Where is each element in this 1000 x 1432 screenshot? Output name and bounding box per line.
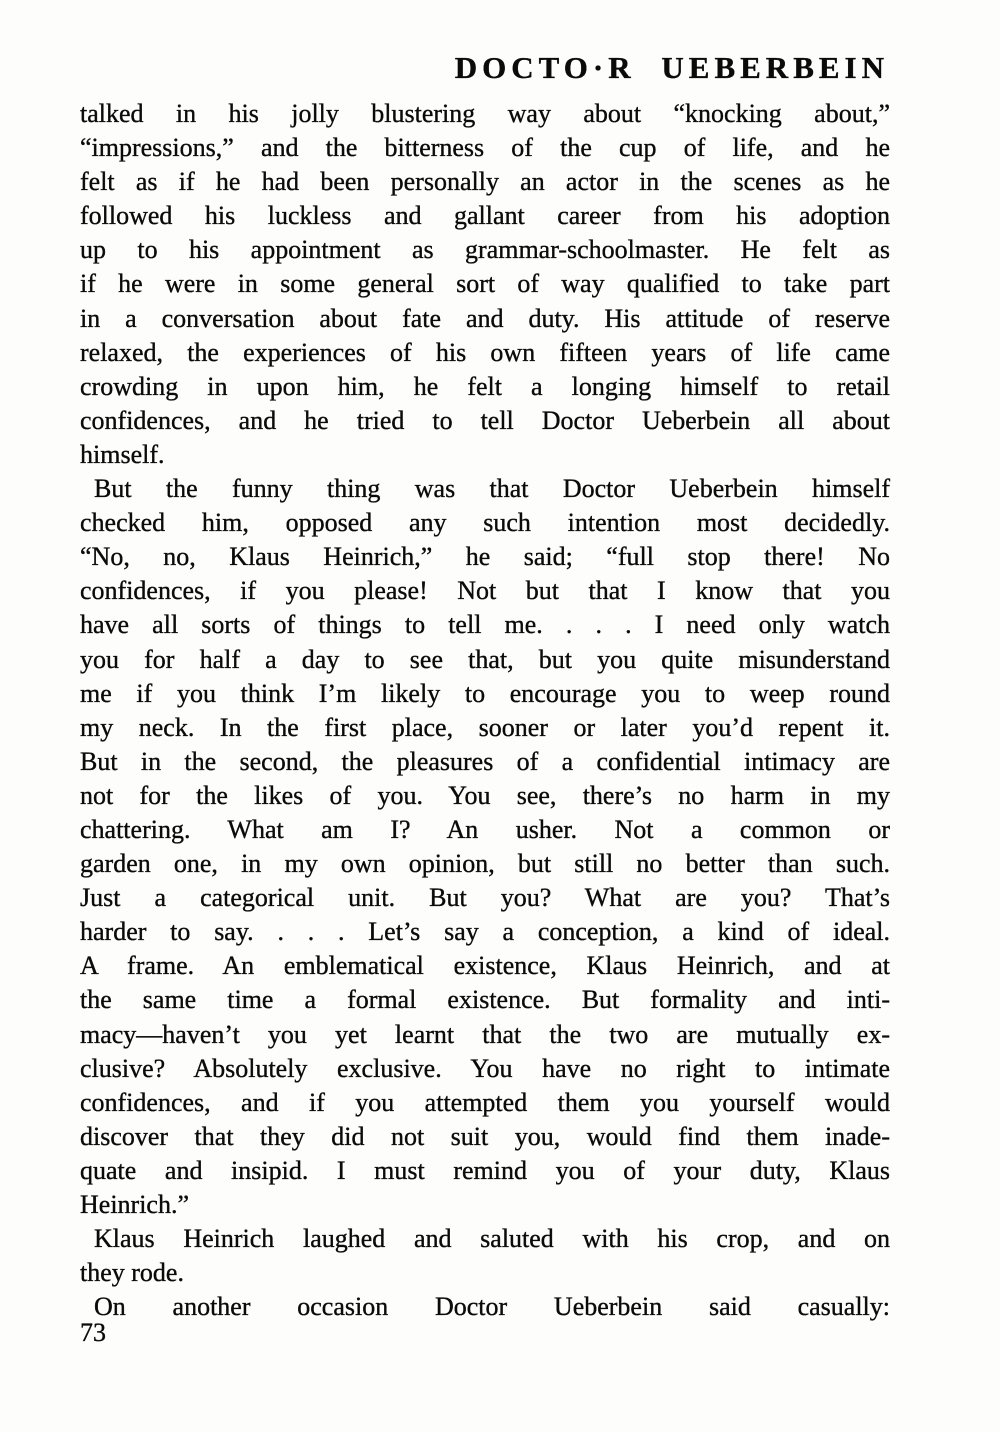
text-line: my neck. In the first place, sooner or later you’d repent it. [80,712,890,742]
text-line: checked him, opposed any such intention most decidedly. [80,508,890,538]
text-line: in a conversation about fate and duty. His attitude of reserve [80,303,890,333]
text-line: me if you think I’m likely to encourage you to weep round [80,678,890,708]
text-line: followed his luckless and gallant career from his adoption [80,201,890,231]
paragraph [80,97,890,472]
text-line: “impressions,” and the bitterness of the cup of life, and he [80,133,890,163]
text-line: But the funny thing was that Doctor Ueberbein himself [94,474,890,504]
text-line: himself. [80,439,165,469]
page-number: 73 [80,1318,106,1347]
text-line: clusive? Absolutely exclusive. You have no right to intimate [80,1053,890,1083]
text-line: have all sorts of things to tell me. . . . I need only watch [80,610,890,640]
body-text [80,97,890,1324]
text-line: Klaus Heinrich laughed and saluted with his crop, and on [94,1224,890,1254]
text-line: Just a categorical unit. But you? What are you? That’s [80,883,890,913]
text-line: relaxed, the experiences of his own fifteen years of life came [80,337,890,367]
text-line: chattering. What am I? An usher. Not a common or [80,814,890,844]
text-line: A frame. An emblematical existence, Klaus Heinrich, and at [80,951,890,981]
text-line: garden one, in my own opinion, but still no better than such. [80,849,890,879]
text-line: crowding in upon him, he felt a longing himself to retail [80,371,890,401]
text-line: not for the likes of you. You see, there’s no harm in my [80,780,890,810]
text-line: the same time a formal existence. But formality and inti- [80,985,890,1015]
text-line: they rode. [80,1258,184,1288]
running-header: DOCTO·R UEBERBEIN [454,50,889,85]
text-line: you for half a day to see that, but you quite misunderstand [80,644,890,674]
text-line: talked in his jolly blustering way about “knocking about,” [80,99,890,128]
text-line: “No, no, Klaus Heinrich,” he said; “full stop there! No [80,542,890,572]
text-line: harder to say. . . . Let’s say a conception, a kind of ideal. [80,917,890,947]
paragraph [80,1222,890,1290]
text-line: On another occasion Doctor Ueberbein said casually: [94,1292,890,1322]
text-line: up to his appointment as grammar-schoolmaster. He felt as [80,235,890,265]
text-line: Heinrich.” [80,1190,190,1219]
text-line: quate and insipid. I must remind you of your duty, Klaus [80,1155,890,1185]
text-line: confidences, and he tried to tell Doctor Ueberbein all about [80,405,890,435]
text-line: But in the second, the pleasures of a confidential intimacy are [80,746,890,776]
text-line: macy—haven’t you yet learnt that the two are mutually ex- [80,1019,890,1049]
text-line: if he were in some general sort of way qualified to take part [80,269,890,299]
paragraph [80,1290,890,1324]
text-line: felt as if he had been personally an actor in the scenes as he [80,167,890,197]
paragraph [80,472,890,1222]
text-line: confidences, and if you attempted them you yourself would [80,1087,890,1117]
text-line: confidences, if you please! Not but that I know that you [80,576,890,606]
text-line: discover that they did not suit you, would find them inade- [80,1121,890,1151]
